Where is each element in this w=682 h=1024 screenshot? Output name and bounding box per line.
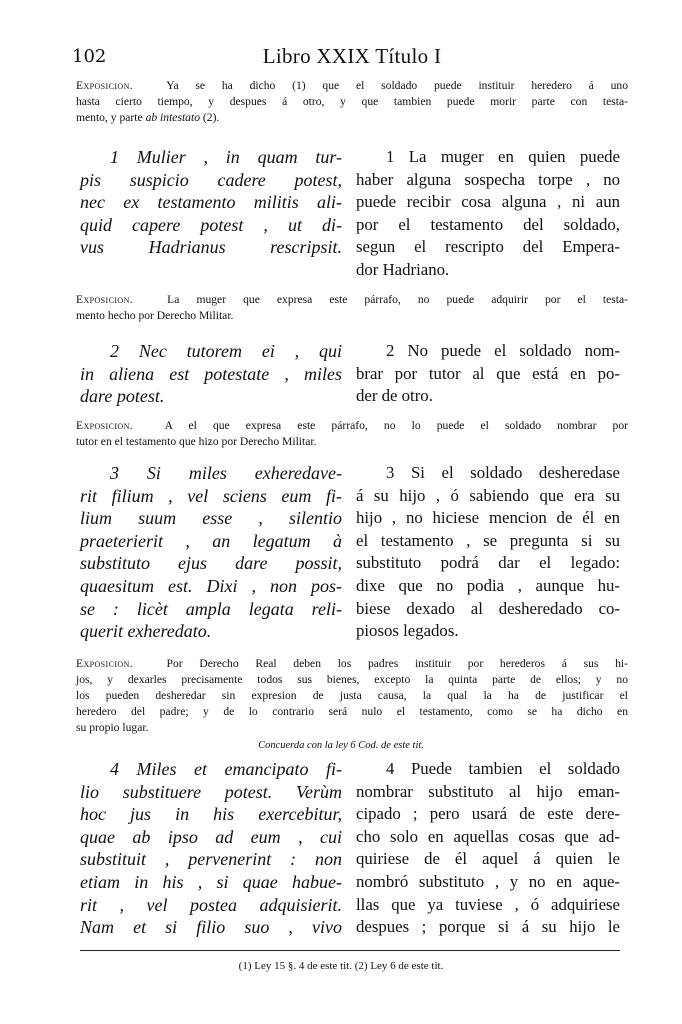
exposicion-label: Exposicion. <box>76 79 134 92</box>
exposicion-paragraph-4: Exposicion. Por Derecho Real deben los padres instituir por herederos á sus hi- jos, y dexarles precisamente todos sus bienes, excepto la quinta parte de ellos; y no los pueden desheredar sin expresion de justa causa, la qual la ha de justificar el heredero del padre; y de lo contrario será nulo el testamento, como se ha dicho en su propio lugar. <box>76 657 629 734</box>
footnotes: (1) Ley 15 §. 4 de este tit. (2) Ley 6 de este tit. <box>238 960 444 972</box>
footnote-divider <box>80 950 620 951</box>
latin-text-section-2: 2 Nec tutorem ei , qui in aliena est potestate , miles dare potest. <box>80 341 342 407</box>
spanish-text-section-4: 4 Puede tambien el soldado nombrar substituto al hijo eman- cipado ; pero usará de este dere- cho solo en aquellas cosas que ad- quiriese de él aquel á quien le nombró substituto , y no en aque- llas que ya tuviese , ó adquiriese despues ; porque si á su hijo le <box>356 759 620 937</box>
page-number: 102 <box>72 46 107 67</box>
latin-text-section-3: 3 Si miles exheredave- rit filium , vel sciens eum fi- lium suum esse , silentio praeterierit , an legatum à substituto ejus dare possit, quaesitum est. Dixi , non pos- se : licèt ampla legata reli- querit exheredato. <box>80 463 342 642</box>
concordance-note: Concuerda con la ley 6 Cod. de este tit. <box>258 740 424 751</box>
spanish-text-section-2: 2 No puede el soldado nom- brar por tutor al que está en po- der de otro. <box>356 341 620 406</box>
latin-text-section-4: 4 Miles et emancipato fi- lio substituere potest. Verùm hoc jus in his exercebitur, quae ab ipso ad eum , cui substituit , pervenerint : non etiam in his , si quae habue- rit , vel postea adquisierit. Nam et si filio suo , vivo <box>80 759 342 938</box>
latin-text-section-1: 1 Mulier , in quam tur- pis suspicio cadere potest, nec ex testamento militis ali- quid capere potest , ut di- vus Hadrianus rescripsit. <box>80 147 342 258</box>
exposicion-paragraph-3: Exposicion. A el que expresa este párrafo, no lo puede el soldado nombrar por tutor en el testamento que hizo por Derecho Militar. <box>76 419 628 448</box>
running-header <box>72 44 632 70</box>
spanish-text-section-1: 1 La muger en quien puede haber alguna sospecha torpe , no puede recibir cosa alguna , ni aun por el testamento del soldado, segun el rescripto del Empera- dor Hadriano. <box>356 147 620 279</box>
running-title: Libro XXIX Título I <box>262 44 442 68</box>
exposicion-paragraph-2: Exposicion. La muger que expresa este párrafo, no puede adquirir por el testa- mento hecho por Derecho Militar. <box>76 293 629 322</box>
spanish-text-section-3: 3 Si el soldado desheredase á su hijo , ó sabiendo que era su hijo , no hiciese mencion de él en el testamento , se pregunta si su substituto podrá dar el legado: dixe que no podia , aunque hu- biese dexado al desheredado co- piosos legados. <box>356 463 620 641</box>
exposicion-paragraph-1: Exposicion. Ya se ha dicho (1) que el soldado puede instituir heredero á uno hasta cierto tiempo, y despues á otro, y que tambien puede morir parte con testa- mento, y parte ab intestato (2). <box>76 79 629 124</box>
